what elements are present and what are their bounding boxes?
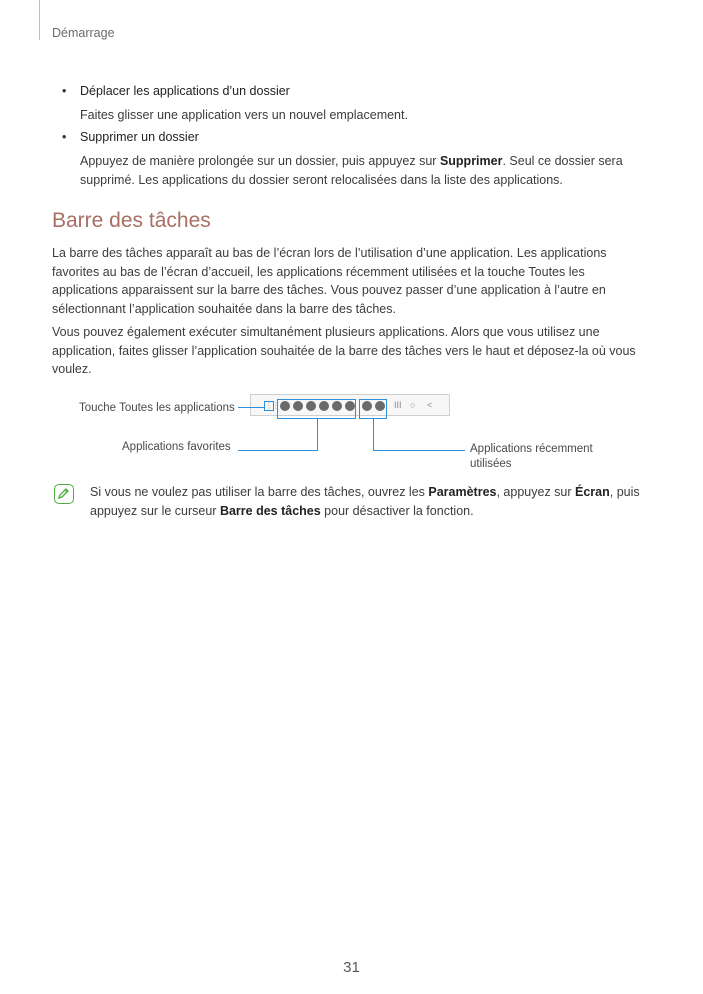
multiwindow-paragraph: Vous pouvez également exécuter simultanément plusieurs applications. Alors que vous utilisez une application, faites glisser l’application souhaitée de la barre des tâches vers le haut et déposez-la où vous voulez. bbox=[52, 325, 636, 376]
home-nav-icon: ○ bbox=[410, 400, 416, 410]
section-label: Démarrage bbox=[52, 26, 115, 40]
bullet-body-delete-folder: Appuyez de manière prolongée sur un dossier, puis appuyez sur Supprimer. Seul ce dossier sera supprimé. Les applications du dossier seront relocalisées dans la liste des applications. bbox=[80, 154, 623, 187]
bullet-symbol: • bbox=[62, 130, 67, 144]
note-pencil-icon bbox=[54, 484, 74, 504]
header-divider bbox=[39, 0, 40, 40]
page-number: 31 bbox=[343, 959, 360, 976]
favorites-highlight bbox=[277, 399, 356, 419]
bullet-title-move-apps: Déplacer les applications d’un dossier bbox=[80, 84, 290, 98]
recent-highlight bbox=[359, 399, 387, 419]
bullet-symbol: • bbox=[62, 84, 67, 98]
favorites-callout-line bbox=[238, 450, 318, 451]
recent-callout-line bbox=[373, 450, 465, 451]
favorites-callout-line bbox=[317, 419, 318, 450]
favorites-label: Applications favorites bbox=[122, 441, 231, 453]
section-heading: Barre des tâches bbox=[52, 209, 211, 232]
note-text: Si vous ne voulez pas utiliser la barre des tâches, ouvrez les Paramètres, appuyez sur Écran, puis appuyez sur le curseur Barre des tâches pour désactiver la fonction. bbox=[90, 485, 640, 518]
all-apps-callout-line bbox=[238, 407, 264, 408]
recent-apps-nav-icon: III bbox=[394, 400, 402, 410]
bullet-title-delete-folder: Supprimer un dossier bbox=[80, 130, 199, 144]
back-nav-icon: < bbox=[427, 400, 433, 410]
all-apps-highlight bbox=[264, 401, 274, 411]
all-apps-handle-icon: ⋮⋮ bbox=[265, 401, 279, 410]
all-apps-label: Touche Toutes les applications bbox=[79, 402, 235, 414]
recent-apps-label: Applications récemment utilisées bbox=[470, 443, 593, 470]
recent-callout-line bbox=[373, 419, 374, 450]
bullet-body-move-apps: Faites glisser une application vers un nouvel emplacement. bbox=[80, 108, 408, 122]
taskbar-intro-paragraph: La barre des tâches apparaît au bas de l’écran lors de l’utilisation d’une application. Les applications favorites au bas de l’écran d’accueil, les applications récemment utilisées et la touche Toutes les applications apparaissent sur la barre des tâches. Vous pouvez passer d’une application à l’autre en sélectionnant l’application souhaitée dans la barre des tâches. bbox=[52, 246, 607, 316]
